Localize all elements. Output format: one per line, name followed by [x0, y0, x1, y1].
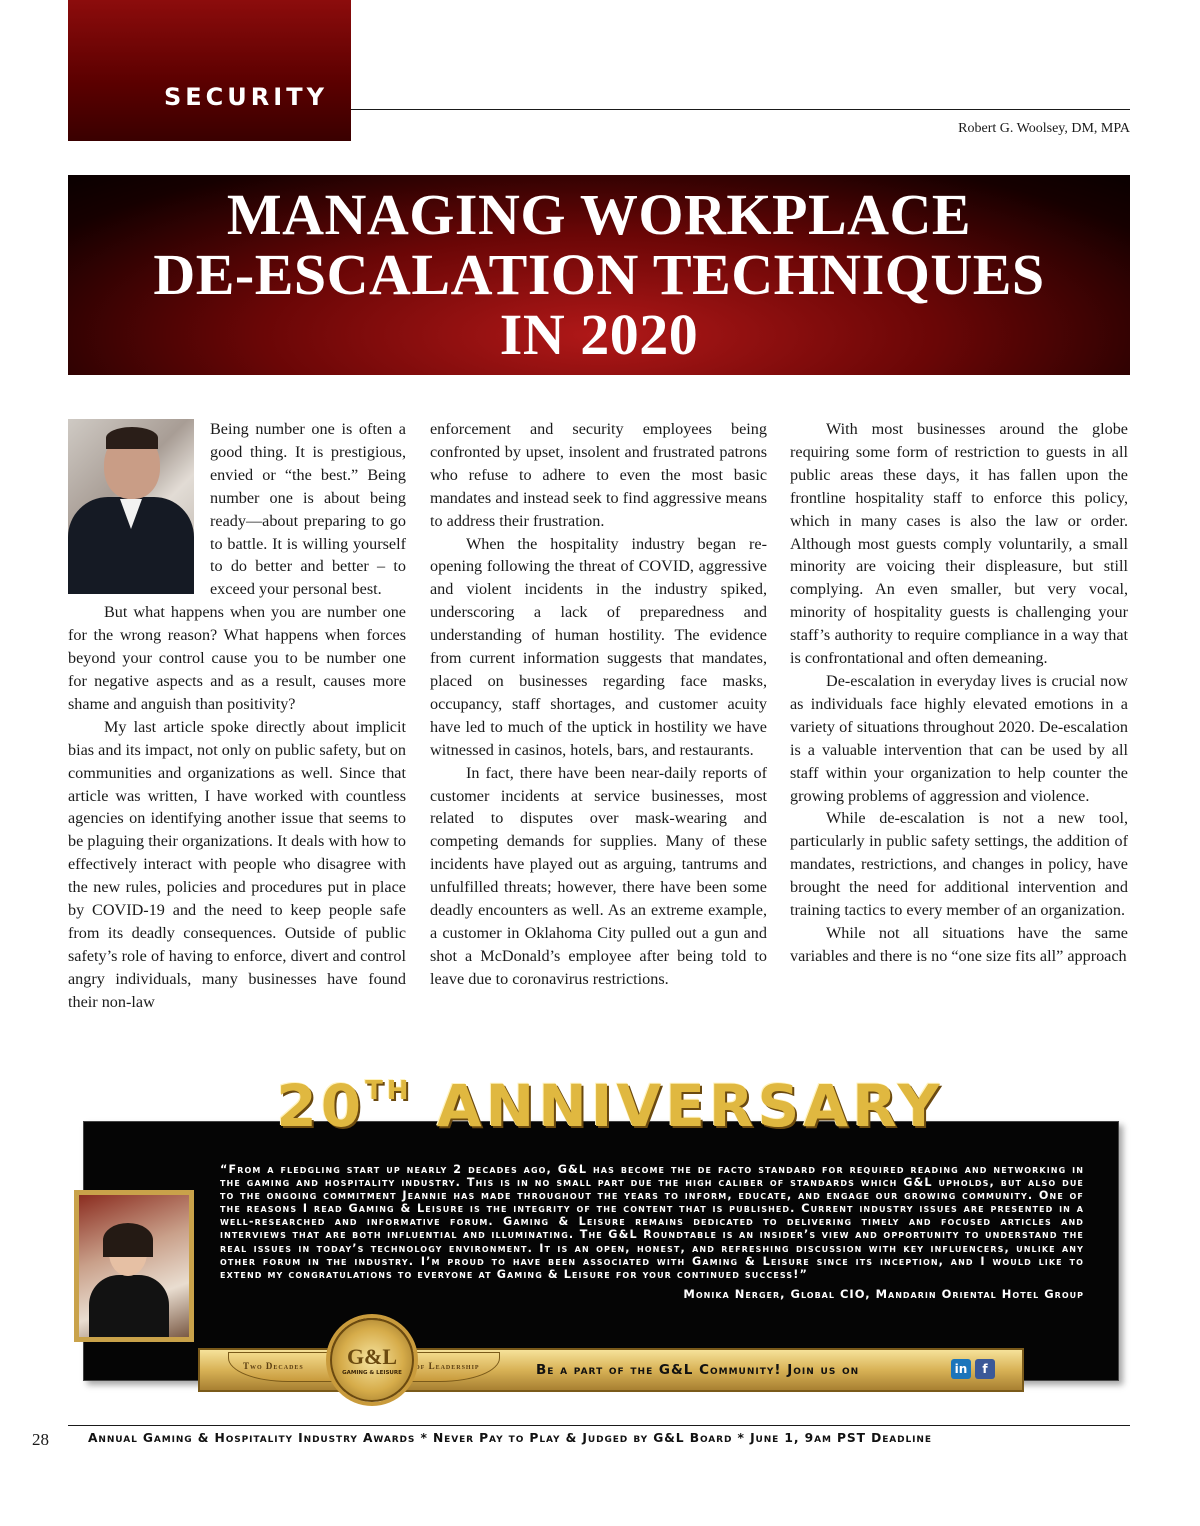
paragraph: Being number one is often a good thing. It is prestigious, envied or “the best.” Being number one is about being ready—about preparing to go to battle. It is willing yourself to do better and better – to exceed your personal best.: [210, 420, 406, 599]
testimonial-photo: [74, 1190, 194, 1342]
paragraph: In fact, there have been near-daily reports of customer incidents at service businesses, most related to disputes over mask-wearing and competing demands for supplies. Many of these incidents have played out as arguing, tantrums and unfulfilled threats; however, there have been some deadly encounters as well. As an extreme example, a customer in Oklahoma City pulled out a gun and shot a McDonald’s employee after being told to leave due to coronavirus restrictions.: [430, 763, 767, 988]
section-label: SECURITY: [164, 83, 328, 111]
paragraph: While not all situations have the same variables and there is no “one size fits all” approach: [790, 923, 1128, 965]
anniversary-number: 20: [276, 1072, 366, 1140]
article-column-2: [430, 418, 767, 991]
gl-seal-logo: [330, 1318, 414, 1402]
anniversary-title: [230, 1072, 990, 1140]
paragraph: While de-escalation is not a new tool, particularly in public safety settings, the addition of mandates, restrictions, and changes in policy, have brought the need for additional intervention and training tactics to every member of an organization.: [790, 809, 1128, 920]
seal-main-text: G&L: [346, 1344, 398, 1369]
anniversary-word: ANNIVERSARY: [436, 1072, 944, 1140]
paragraph: enforcement and security employees being confronted by upset, insolent and frustrated patrons who refuse to adhere to even the most basic mandates and instead seek to find aggressive means to address their frustration.: [430, 420, 767, 530]
article-column-3: [790, 418, 1128, 968]
facebook-icon[interactable]: f: [975, 1359, 995, 1379]
article-column-1: [68, 418, 406, 1014]
article-title-banner: [68, 175, 1130, 375]
footer-banner-text: Annual Gaming & Hospitality Industry Awards * Never Pay to Play & Judged by G&L Board * June 1, 9am PST Deadline: [88, 1431, 932, 1445]
testimonial-quote: “From a fledgling start up nearly 2 decades ago, G&L has become the de facto standard for required reading and networking in the gaming and hospitality industry. This is in no small part due the high caliber of standards which G&L upholds, but also due to the ongoing commitment Jeannie has made throughout the years to inform, educate, and engage our growing community. One of the reasons I read Gaming & Leisure is the integrity of the content that is published. Current industry issues are presented in a well-researched and informative forum. Gaming & Leisure remains dedicated to delivering timely and focused articles and interviews that are both influential and illuminating. The G&L Roundtable is an insider’s view and opportunity to understand the real issues in today’s technology environment. It is an open, honest, and refreshing discussion with key influencers, unlike any other forum in the industry. I’m proud to have been associated with Gaming & Leisure since its inception, and I would like to extend my congratulations to everyone at Gaming & Leisure for your continued success!”: [220, 1163, 1084, 1281]
author-byline: Robert G. Woolsey, DM, MPA: [958, 121, 1130, 136]
anniversary-suffix: TH: [365, 1076, 413, 1106]
paragraph: With most businesses around the globe requiring some form of restriction to guests in all public areas these days, it has fallen upon the frontline hospitality staff to enforce this policy, which in many cases is also the law or order. Although most guests comply voluntarily, a small minority are voicing their displeasure, but still complying. An even smaller, but very vocal, minority of hospitality guests is challenging your staff’s authority to require compliance in a way that is confrontational and often demeaning.: [790, 420, 1128, 668]
title-line-1: MANAGING WORKPLACE: [226, 182, 972, 247]
header-rule: [351, 109, 1130, 110]
section-tab: [68, 0, 351, 141]
paragraph: De-escalation in everyday lives is crucial now as individuals face highly elevated emotions in a variety of situations throughout 2020. De-escalation is a valuable intervention that can be used by all staff within your organization to help counter the growing problems of aggression and violence.: [790, 671, 1128, 805]
paragraph: But what happens when you are number one for the wrong reason? What happens when forces beyond your control cause you to be number one for negative aspects and as a result, causes more shame and anguish than positivity?: [68, 603, 406, 713]
testimonial-attribution: Monika Nerger, Global CIO, Mandarin Oriental Hotel Group: [683, 1287, 1084, 1301]
title-line-3: IN 2020: [499, 302, 699, 367]
paragraph: When the hospitality industry began re-opening following the threat of COVID, aggressive and violent incidents in the industry spiked, underscoring a lack of preparedness and understanding of human hostility. The evidence from current information suggests that mandates, placed on businesses regarding face masks, occupancy, staff shortages, and customer acuity have led to much of the uptick in hostility we have witnessed in casinos, hotels, bars, and restaurants.: [430, 534, 767, 759]
community-cta-text: Be a part of the G&L Community! Join us on: [536, 1362, 860, 1378]
ribbon-right-text: of Leadership: [415, 1361, 480, 1371]
paragraph: My last article spoke directly about implicit bias and its impact, not only on public safety, but on communities and organizations as well. Since that article was written, I have worked with countless agencies on identifying another issue that seems to be plaguing their organizations. It deals with how to effectively interact with people who disagree with the new rules, policies and procedures put in place by COVID-19 and the need to keep people safe from its deadly consequences. Outside of public safety’s role of having to enforce, divert and control angry individuals, many businesses have found their non-law: [68, 717, 406, 1011]
title-line-2: DE-ESCALATION TECHNIQUES: [153, 242, 1045, 307]
page-number: 28: [32, 1430, 49, 1449]
seal-sub-text: GAMING & LEISURE: [342, 1370, 402, 1376]
footer-rule: [68, 1425, 1130, 1426]
ribbon-left-text: Two Decades: [243, 1361, 304, 1371]
linkedin-icon[interactable]: in: [951, 1359, 971, 1379]
